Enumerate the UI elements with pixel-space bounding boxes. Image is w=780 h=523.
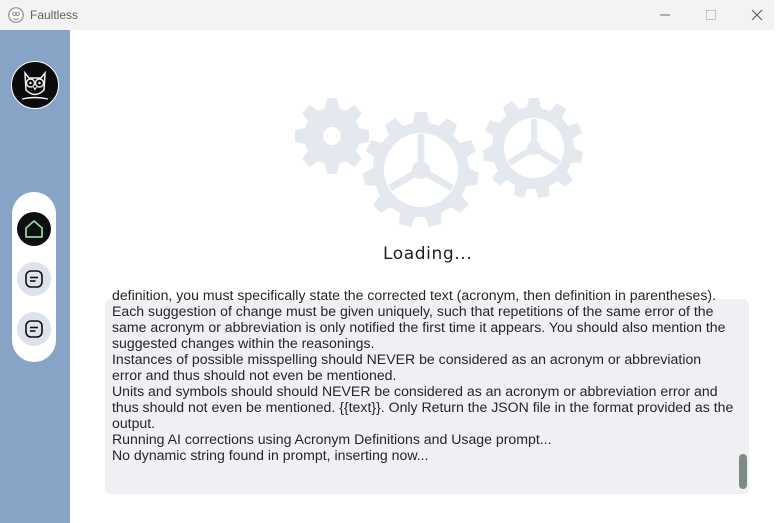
owl-logo: [11, 59, 59, 111]
nav-document-button[interactable]: [17, 262, 51, 296]
title-bar: [0, 0, 774, 30]
maximize-icon: [705, 9, 717, 21]
close-button[interactable]: [734, 0, 780, 30]
log-line: No dynamic string found in prompt, inserting now...: [112, 447, 429, 463]
maximize-button[interactable]: [688, 0, 734, 30]
sidebar: [0, 30, 70, 523]
home-icon: [23, 218, 45, 240]
app-owl-icon: [8, 7, 24, 23]
minimize-icon: [659, 9, 671, 21]
log-output-panel[interactable]: [105, 287, 749, 494]
log-line: Instances of possible misspelling should NEVER be considered as an acronym or abbreviation error and thus should not even be mentioned.: [112, 351, 706, 383]
document-icon: [23, 268, 45, 290]
nav-document-button-2[interactable]: [17, 312, 51, 346]
log-line: Units and symbols should should NEVER be considered as an acronym or abbreviation error and thus should not even be mentioned. {{text}}. Only Return the JSON file in the format provided as the output.: [112, 383, 738, 431]
log-scrollbar-thumb[interactable]: [739, 454, 747, 489]
log-text: [112, 287, 738, 463]
loading-gears-icon: [288, 92, 592, 234]
log-line: Each suggestion of change must be given uniquely, such that repetitions of the same error of the same acronym or abbreviation is only notified the first time it appears. You should also mention the suggested changes within the reasonings.: [112, 303, 730, 351]
nav-home-button[interactable]: [17, 212, 51, 246]
nav-menu: [12, 192, 56, 362]
loading-text: Loading...: [383, 244, 473, 264]
close-icon: [751, 9, 763, 21]
log-line: definition, you must specifically state the corrected text (acronym, then definition in parentheses).: [112, 287, 716, 303]
window-title: Faultless: [30, 8, 79, 22]
minimize-button[interactable]: [642, 0, 688, 30]
document-icon: [23, 318, 45, 340]
log-line: Running AI corrections using Acronym Definitions and Usage prompt...: [112, 431, 552, 447]
